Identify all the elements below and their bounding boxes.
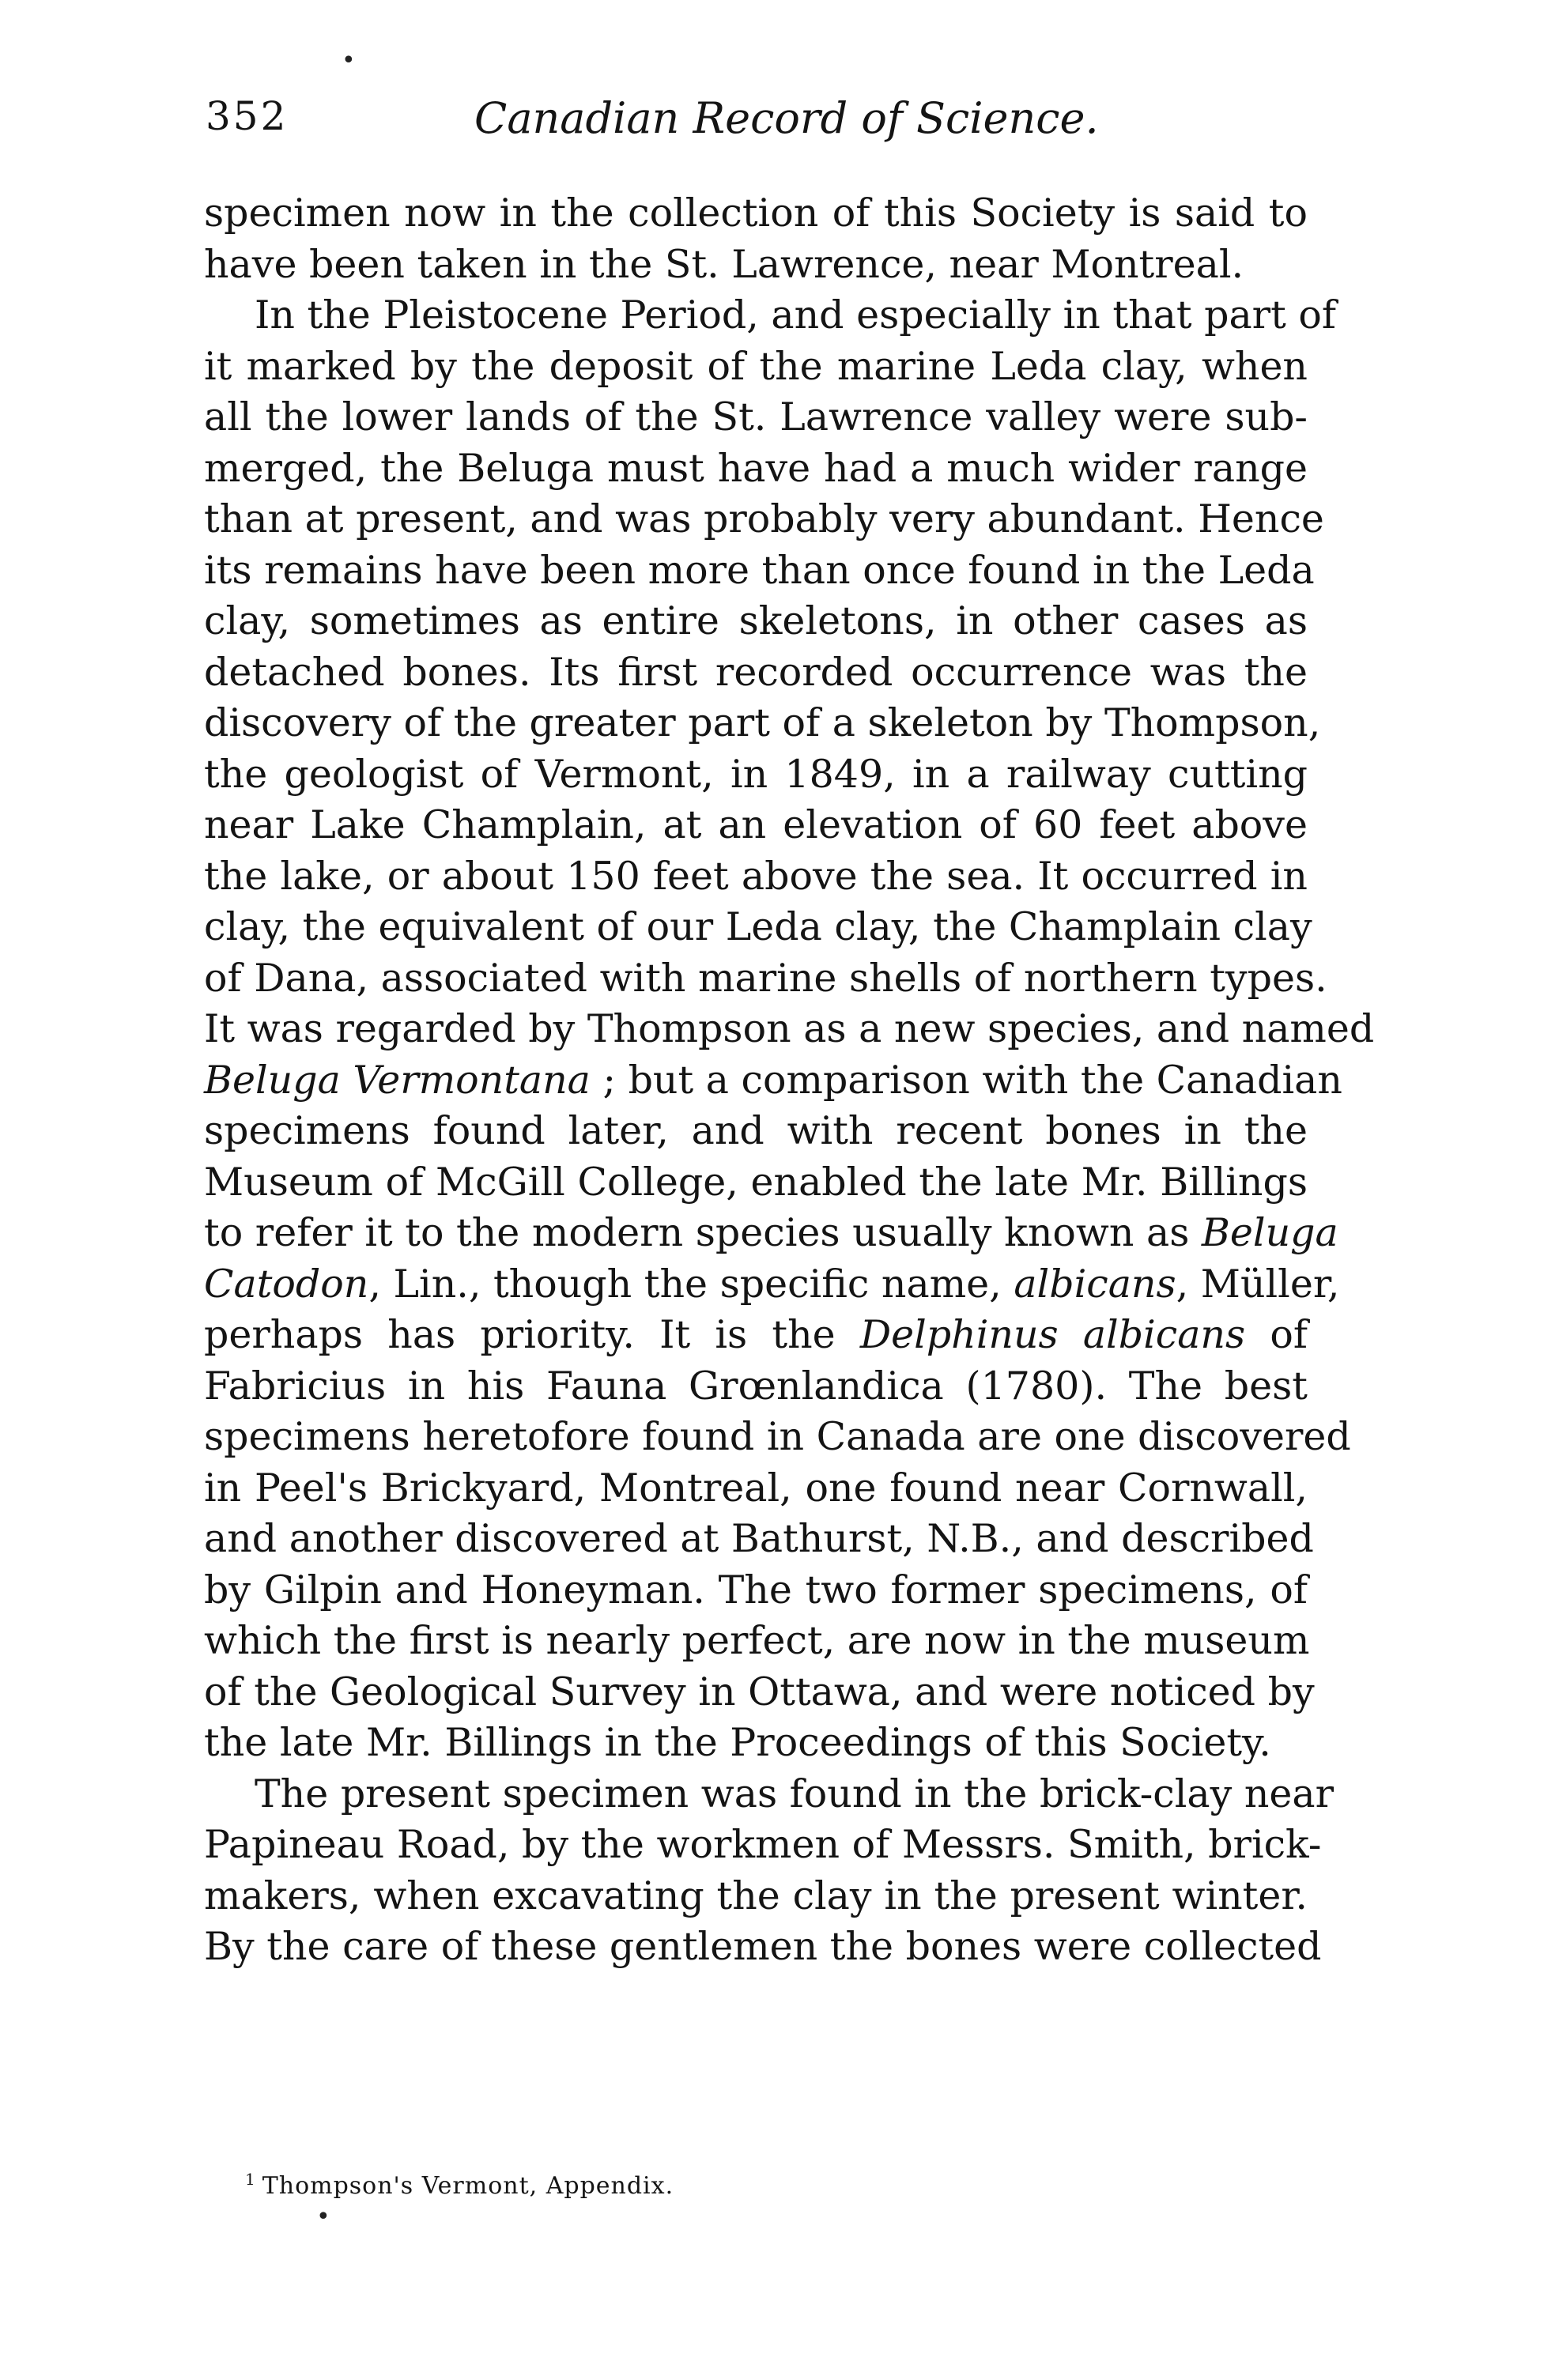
text-line: near Lake Champlain, at an elevation of 60 feet above bbox=[204, 802, 1308, 847]
page-header bbox=[206, 93, 1312, 157]
text-line: it marked by the deposit of the marine Leda clay, when bbox=[204, 343, 1308, 389]
page-number: 352 bbox=[206, 93, 289, 139]
text-line: clay, the equivalent of our Leda clay, the Champlain clay bbox=[204, 904, 1312, 949]
page-mark-bottom: • bbox=[316, 2203, 330, 2231]
text-line: detached bones. Its first recorded occurrence was the bbox=[204, 649, 1308, 695]
text-line: of Dana, associated with marine shells of northern types. bbox=[204, 955, 1327, 1001]
text-line: Papineau Road, by the workmen of Messrs. Smith, brick- bbox=[204, 1822, 1322, 1867]
text-line: all the lower lands of the St. Lawrence valley were sub- bbox=[204, 394, 1308, 439]
page-mark-top: • bbox=[342, 47, 356, 74]
text-line: the lake, or about 150 feet above the sea. It occurred in bbox=[204, 853, 1308, 899]
text-line: specimens found later, and with recent bones in the bbox=[204, 1108, 1308, 1153]
text-line: specimen now in the collection of this Society is said to bbox=[204, 190, 1308, 236]
text-line: merged, the Beluga must have had a much wider range bbox=[204, 445, 1308, 491]
footnote-marker: 1 bbox=[245, 2170, 256, 2189]
text-line: specimens heretofore found in Canada are one discovered bbox=[204, 1414, 1351, 1459]
text-line: clay, sometimes as entire skeletons, in other cases as bbox=[204, 598, 1308, 643]
running-title: Canadian Record of Science. bbox=[474, 93, 1099, 143]
text-line: perhaps has priority. It is the Delphinus albicans of bbox=[204, 1312, 1308, 1357]
text-line: Catodon, Lin., though the specific name, albicans, Müller, bbox=[204, 1261, 1340, 1307]
text-line: to refer it to the modern species usually known as Beluga bbox=[204, 1210, 1338, 1255]
footnote-text: Thompson's Vermont, Appendix. bbox=[262, 2172, 674, 2200]
text-line: in Peel's Brickyard, Montreal, one found near Cornwall, bbox=[204, 1465, 1308, 1511]
text-line: than at present, and was probably very abundant. Hence bbox=[204, 496, 1324, 541]
text-line: by Gilpin and Honeyman. The two former specimens, of bbox=[204, 1567, 1308, 1612]
text-line: the geologist of Vermont, in 1849, in a railway cutting bbox=[204, 751, 1308, 797]
text-line: The present specimen was found in the brick-clay near bbox=[255, 1771, 1334, 1816]
text-line: By the care of these gentlemen the bones were collected bbox=[204, 1924, 1322, 1969]
text-line: makers, when excavating the clay in the present winter. bbox=[204, 1873, 1308, 1918]
text-line: discovery of the greater part of a skeleton by Thompson, bbox=[204, 700, 1321, 745]
footnote bbox=[245, 2170, 674, 2200]
body-text bbox=[204, 188, 1375, 1973]
text-line: In the Pleistocene Period, and especially in that part of bbox=[255, 292, 1337, 338]
text-line: It was regarded by Thompson as a new species, and named bbox=[204, 1006, 1375, 1051]
text-line: its remains have been more than once found in the Leda bbox=[204, 547, 1315, 593]
text-line: the late Mr. Billings in the Proceedings of this Society. bbox=[204, 1720, 1271, 1765]
text-line: and another discovered at Bathurst, N.B., and described bbox=[204, 1516, 1314, 1561]
text-line: which the first is nearly perfect, are now in the museum bbox=[204, 1618, 1310, 1663]
text-line: Fabricius in his Fauna Grœnlandica (1780). The best bbox=[204, 1363, 1308, 1409]
text-line: have been taken in the St. Lawrence, near Montreal. bbox=[204, 241, 1244, 287]
text-line: Beluga Vermontana ; but a comparison with the Canadian bbox=[204, 1057, 1342, 1103]
text-line: of the Geological Survey in Ottawa, and were noticed by bbox=[204, 1669, 1315, 1714]
text-line: Museum of McGill College, enabled the late Mr. Billings bbox=[204, 1159, 1308, 1205]
